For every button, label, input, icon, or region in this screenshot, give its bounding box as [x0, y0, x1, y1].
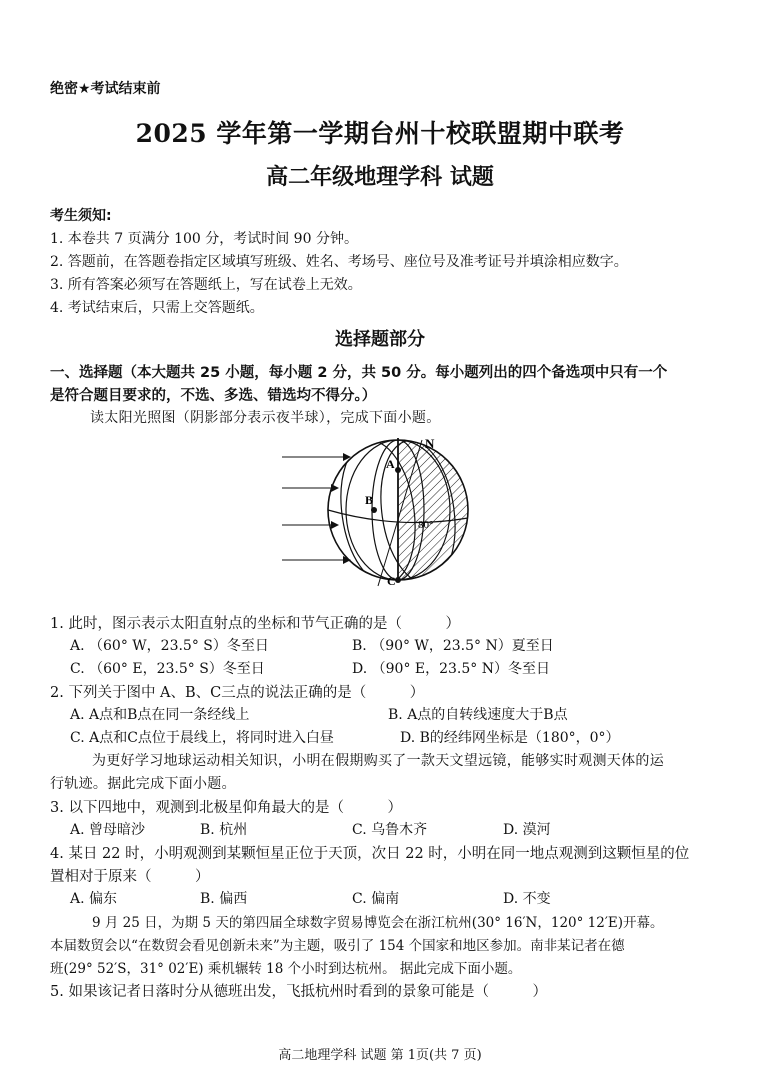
question-2-option-b: B. A点的自转线速度大于B点: [388, 707, 568, 723]
question-4-stem: 置相对于原来（ ）: [50, 869, 210, 885]
question-3-option-a: A. 曾母暗沙: [70, 822, 146, 838]
question-3-stem: 3. 以下四地中，观测到北极星仰角最大的是（ ）: [50, 800, 402, 816]
angle-label: 80°: [418, 519, 434, 531]
point-a-label: A: [386, 457, 395, 471]
question-1-option-b: B. （90° W，23.5° N）夏至日: [352, 638, 554, 654]
question-3-option-d: D. 漠河: [503, 822, 551, 838]
question-4-option-b: B. 偏西: [200, 891, 248, 907]
question-2-option-d: D. B的经纬网坐标是（180°，0°）: [400, 730, 620, 746]
question-1-option-d: D. （90° E，23.5° N）冬至日: [352, 661, 550, 677]
instructions-line: 是符合题目要求的，不选、多选、错选均不得分。）: [50, 388, 377, 404]
exam-title: 2025 学年第一学期台州十校联盟期中联考: [135, 119, 625, 148]
exam-subtitle: 高二年级地理学科 试题: [266, 164, 494, 190]
question-5-stem: 5. 如果该记者日落时分从德班出发，飞抵杭州时看到的景象可能是（ ）: [50, 984, 547, 1000]
question-4-stem: 4. 某日 22 时，小明观测到某颗恒星正位于天顶，次日 22 时，小明在同一地点观测到这颗恒星的位: [50, 846, 690, 862]
point-b-marker: [371, 507, 377, 513]
point-c-marker: [395, 577, 401, 583]
point-b-label: B: [365, 493, 374, 507]
question-4-option-a: A. 偏东: [70, 891, 118, 907]
point-c-label: C: [387, 574, 396, 588]
confidential-label: 绝密★考试结束前: [50, 81, 161, 97]
notice-item: 3. 所有答案必须写在答题纸上，写在试卷上无效。: [50, 277, 362, 293]
question-2-option-a: A. A点和B点在同一条经线上: [70, 707, 250, 723]
question-1-stem: 1. 此时，图示表示太阳直射点的坐标和节气正确的是（ ）: [50, 616, 460, 632]
figure-lead-text: 读太阳光照图（阴影部分表示夜半球），完成下面小题。: [90, 410, 441, 426]
notice-item: 2. 答题前，在答题卷指定区域填写班级、姓名、考场号、座位号及准考证号并填涂相应数字。: [50, 254, 628, 270]
notice-heading: 考生须知:: [50, 208, 112, 224]
point-a-marker: [395, 467, 401, 473]
instructions-line: 一、选择题（本大题共 25 小题，每小题 2 分，共 50 分。每小题列出的四个备选项中只有一个: [50, 365, 668, 381]
notice-item: 1. 本卷共 7 页满分 100 分，考试时间 90 分钟。: [50, 231, 358, 247]
reading-lead-3: 班(29° 52′S，31° 02′E) 乘机辗转 18 个小时到达杭州。 据此完成下面小题。: [50, 961, 522, 977]
night-hemisphere: [398, 430, 478, 600]
question-1-option-a: A. （60° W，23.5° S）冬至日: [70, 638, 269, 654]
reading-lead-2: 为更好学习地球运动相关知识，小明在假期购买了一款天文望远镜，能够实时观测天体的运: [92, 753, 664, 769]
reading-lead-3: 本届数贸会以“在数贸会看见创新未来”为主题，吸引了 154 个国家和地区参加。南非某记者在德: [50, 938, 625, 954]
question-3-option-b: B. 杭州: [200, 822, 248, 838]
notice-item: 4. 考试结束后，只需上交答题纸。: [50, 300, 264, 316]
question-4-option-c: C. 偏南: [352, 891, 400, 907]
page-footer: 高二地理学科 试题 第 1页(共 7 页): [278, 1048, 482, 1063]
question-2-stem: 2. 下列关于图中 A、B、C三点的说法正确的是（ ）: [50, 685, 425, 701]
question-2-option-c: C. A点和C点位于晨线上，将同时进入白昼: [70, 730, 334, 746]
question-4-option-d: D. 不变: [503, 891, 551, 907]
reading-lead-3: 9 月 25 日，为期 5 天的第四届全球数字贸易博览会在浙江杭州(30° 16′N，120° 12′E)开幕。: [92, 915, 664, 931]
question-3-option-c: C. 乌鲁木齐: [352, 822, 428, 838]
sunlight-globe-figure: [270, 430, 500, 600]
section-title: 选择题部分: [335, 329, 425, 350]
reading-lead-2: 行轨迹。据此完成下面小题。: [50, 776, 236, 792]
question-1-option-c: C. （60° E，23.5° S）冬至日: [70, 661, 265, 677]
north-label: N: [425, 436, 435, 451]
